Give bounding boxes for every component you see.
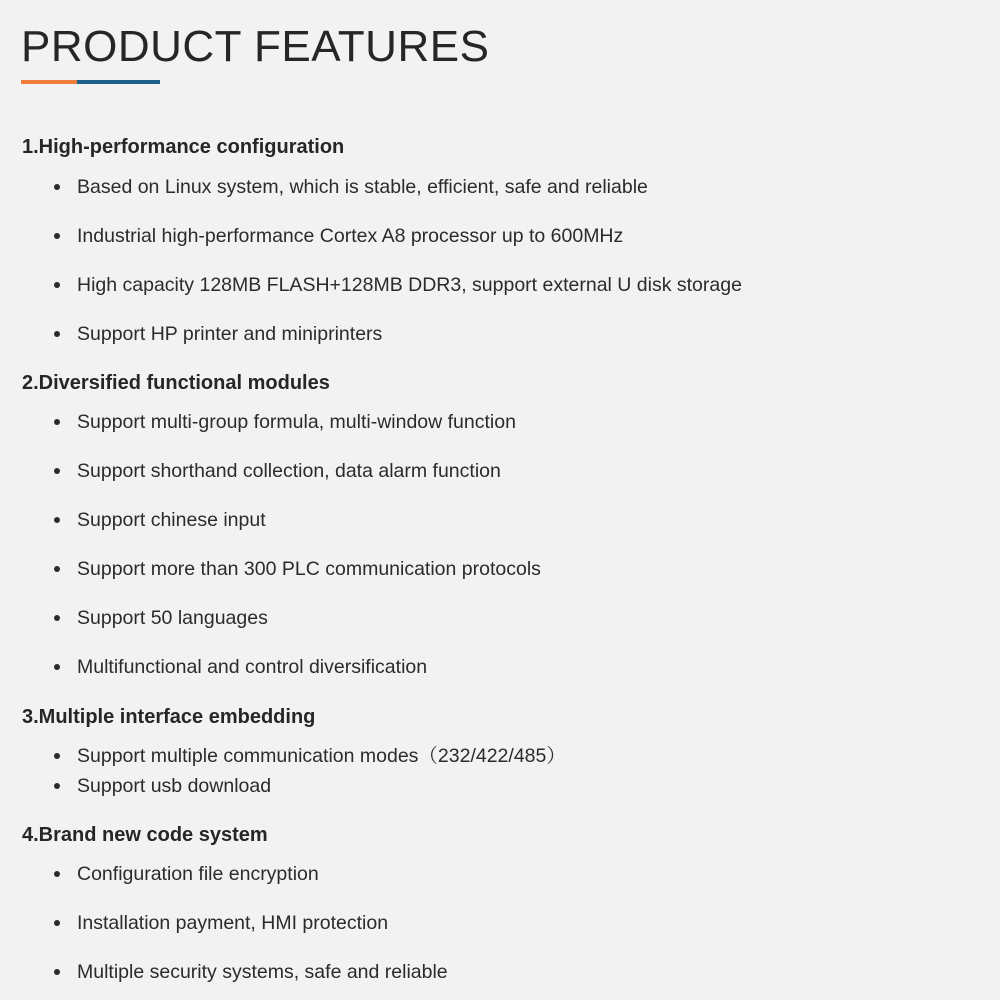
- bullet-icon: [54, 615, 60, 621]
- bullet-icon: [54, 753, 60, 759]
- bullet-icon: [54, 969, 60, 975]
- list-item: [50, 960, 448, 984]
- list-item-text: Support chinese input: [77, 509, 266, 531]
- list-item-text: Multiple security systems, safe and reliable: [77, 961, 448, 983]
- list-item-text: Support HP printer and miniprinters: [77, 323, 383, 345]
- list-item-text: Multifunctional and control diversification: [77, 656, 428, 678]
- list-item-text: Support shorthand collection, data alarm function: [77, 460, 501, 482]
- list-item-text: Installation payment, HMI protection: [77, 912, 389, 934]
- section-heading-high-performance: 1.High-performance configuration: [22, 136, 345, 158]
- bullet-icon: [54, 566, 60, 572]
- title-underline-blue-segment: [77, 80, 160, 84]
- list-item-text: Based on Linux system, which is stable, efficient, safe and reliable: [77, 176, 648, 198]
- bullet-icon: [54, 920, 60, 926]
- list-item-text: Industrial high-performance Cortex A8 processor up to 600MHz: [77, 225, 624, 247]
- list-item: [50, 606, 268, 630]
- section-heading-interface-embedding: 3.Multiple interface embedding: [22, 706, 316, 728]
- bullet-icon: [54, 664, 60, 670]
- bullet-icon: [54, 419, 60, 425]
- list-item-text: Support multi-group formula, multi-window function: [77, 411, 516, 433]
- list-item: [50, 410, 516, 434]
- list-item: [50, 508, 266, 532]
- bullet-icon: [54, 282, 60, 288]
- list-item: [50, 655, 427, 679]
- list-item: [50, 224, 623, 248]
- section-heading-code-system: 4.Brand new code system: [22, 824, 268, 846]
- page-title: PRODUCT FEATURES: [21, 22, 490, 71]
- section-heading-functional-modules: 2.Diversified functional modules: [22, 372, 330, 394]
- bullet-icon: [54, 783, 60, 789]
- bullet-icon: [54, 871, 60, 877]
- list-item-text: Support 50 languages: [77, 607, 268, 629]
- list-item: [50, 744, 566, 768]
- bullet-icon: [54, 468, 60, 474]
- list-item: [50, 459, 501, 483]
- list-item: [50, 557, 541, 581]
- list-item: [50, 911, 388, 935]
- bullet-icon: [54, 233, 60, 239]
- list-item-text: High capacity 128MB FLASH+128MB DDR3, support external U disk storage: [77, 274, 742, 296]
- bullet-icon: [54, 331, 60, 337]
- list-item: [50, 774, 271, 798]
- bullet-icon: [54, 517, 60, 523]
- list-item: [50, 322, 382, 346]
- list-item: [50, 273, 742, 297]
- title-underline: [21, 80, 160, 84]
- title-underline-orange-segment: [21, 80, 77, 84]
- list-item-text: Support usb download: [77, 775, 272, 797]
- list-item-text: Configuration file encryption: [77, 863, 319, 885]
- list-item-text: Support more than 300 PLC communication protocols: [77, 558, 541, 580]
- bullet-icon: [54, 184, 60, 190]
- list-item-text: Support multiple communication modes（232/422/485）: [77, 745, 566, 767]
- list-item: [50, 862, 319, 886]
- list-item: [50, 175, 648, 199]
